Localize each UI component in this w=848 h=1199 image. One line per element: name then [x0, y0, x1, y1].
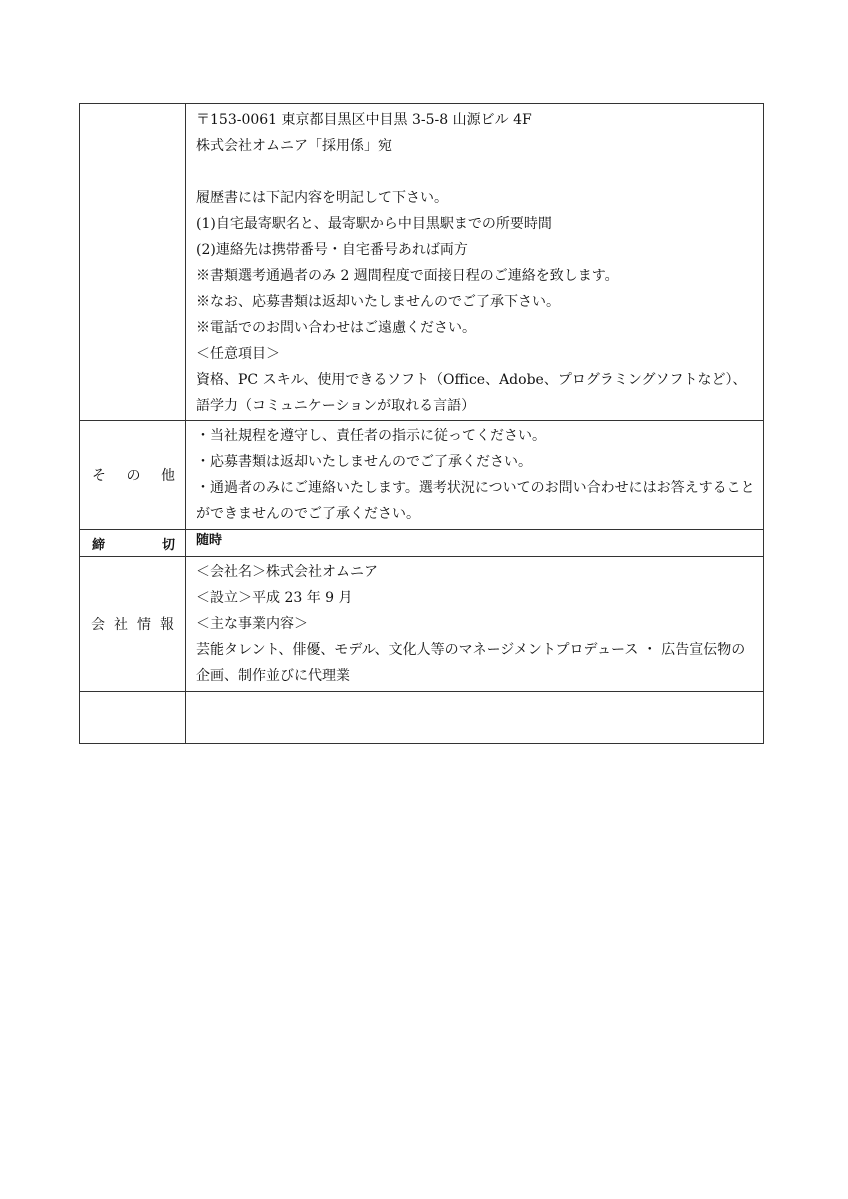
postal-address-line: 〒153-0061 東京都目黒区中目黒 3-5-8 山源ビル 4F — [196, 112, 532, 128]
business-heading-line: ＜主な事業内容＞ — [196, 616, 308, 632]
blank-line — [196, 159, 755, 185]
other-content-cell — [186, 421, 764, 530]
application-content-cell — [186, 104, 764, 421]
note-documents: ※なお、応募書類は返却いたしませんのでご了承下さい。 — [196, 294, 560, 310]
deadline-label: 締 切 — [92, 537, 175, 553]
instruction-item-2: (2)連絡先は携帯番号・自宅番号あれば両方 — [196, 242, 468, 258]
company-row — [80, 557, 764, 692]
company-name-line: ＜会社名＞株式会社オムニア — [196, 564, 378, 580]
application-row — [80, 104, 764, 421]
other-row — [80, 421, 764, 530]
note-screening: ※書類選考通過者のみ 2 週間程度で面接日程のご連絡を致します。 — [196, 268, 619, 284]
resume-instruction-line: 履歴書には下記内容を明記して下さい。 — [196, 190, 448, 206]
deadline-value: 随時 — [196, 533, 223, 548]
company-label: 会 社 情 報 — [91, 617, 174, 633]
company-label-cell — [80, 557, 186, 692]
other-note-2: ・応募書類は返却いたしませんのでご了承ください。 — [196, 454, 532, 470]
other-note-1: ・当社規程を遵守し、責任者の指示に従ってください。 — [196, 428, 546, 444]
instruction-item-1: (1)自宅最寄駅名と、最寄駅から中目黒駅までの所要時間 — [196, 216, 552, 232]
job-posting-table — [79, 103, 764, 744]
company-content-cell — [186, 557, 764, 692]
deadline-content-cell — [186, 530, 764, 557]
note-phone: ※電話でのお問い合わせはご遠慮ください。 — [196, 320, 476, 336]
other-note-3: ・通過者のみにご連絡いたします。選考状況についてのお問い合わせにはお答えすることができませんのでご了承ください。 — [196, 480, 755, 522]
empty-label-cell — [80, 692, 186, 744]
deadline-row — [80, 530, 764, 557]
recipient-line: 株式会社オムニア「採用係」宛 — [196, 138, 392, 154]
application-label-cell — [80, 104, 186, 421]
optional-items-heading: ＜任意項目＞ — [196, 346, 280, 362]
other-label-cell — [80, 421, 186, 530]
business-description: 芸能タレント、俳優、モデル、文化人等のマネージメントプロデュース ・ 広告宣伝物の企画、制作並びに代理業 — [196, 642, 746, 684]
deadline-label-cell — [80, 530, 186, 557]
company-founded-line: ＜設立＞平成 23 年 9 月 — [196, 590, 353, 606]
optional-items-text: 資格、PC スキル、使用できるソフト（Office、Adobe、プログラミングソフトなど）、語学力（コミュニケーションが取れる言語） — [196, 372, 747, 414]
other-label: そ の 他 — [92, 468, 175, 484]
empty-content-cell — [186, 692, 764, 744]
empty-row — [80, 692, 764, 744]
